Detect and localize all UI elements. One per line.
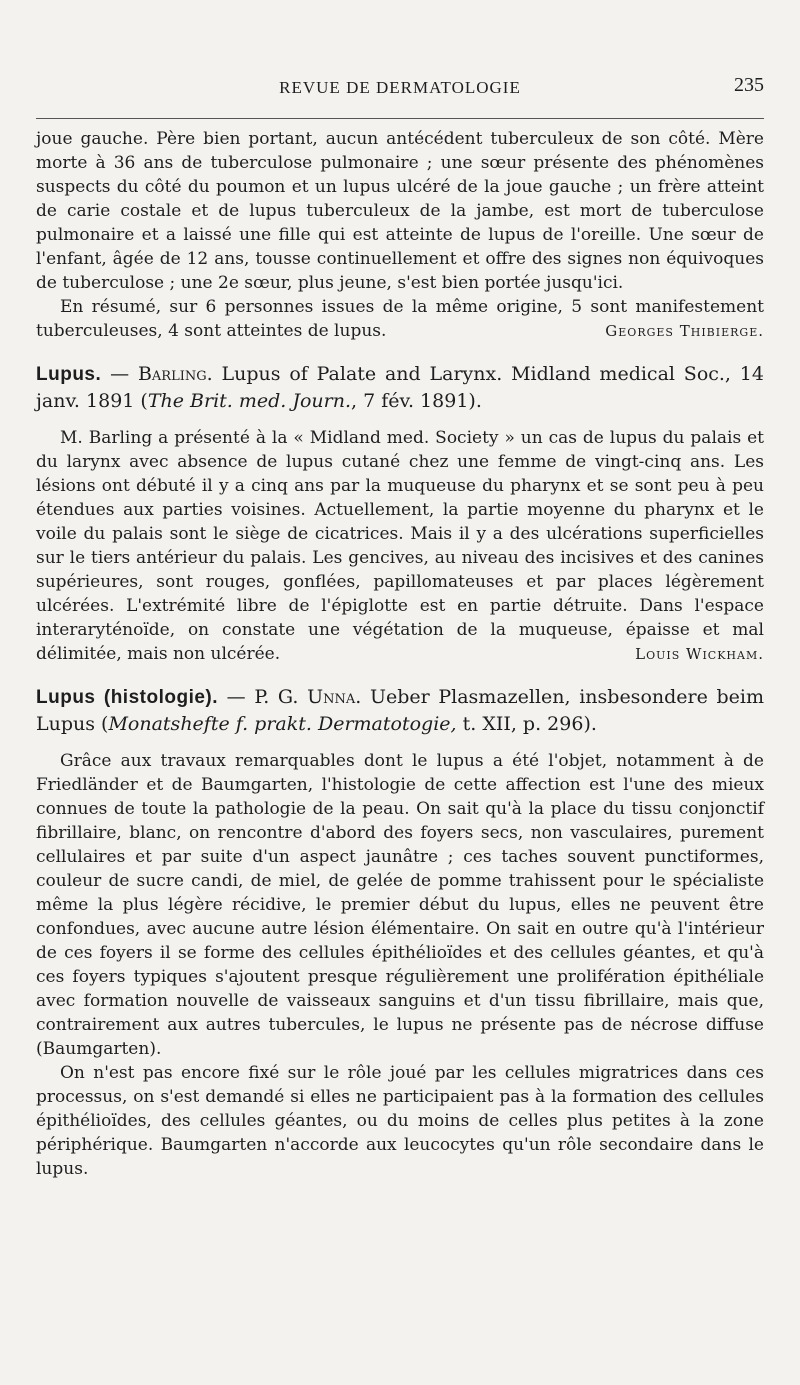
entry-author-prefix: — P. G. [218,686,308,708]
signature-wickham: Louis Wickham. [635,645,764,663]
entry-body-text: M. Barling a présenté à la « Midland med. Society » un cas de lupus du palais et du larynx avec absence de lupus cutané chez une femme de vingt-cinq ans. Les lésions ont débuté il y a cinq ans par la muqueuse du pharynx et se sont peu à peu étendues aux parties voisines. Actuellement, la partie moyenne du pharynx et le voile du palais sont le siège de cicatrices. Mais il y a des ulcérations superficielles sur le tiers antérieur du palais. Les gencives, au niveau des incisives et des canines supérieures, sont rouges, gonflées, papillomateuses et par places légèrement ulcérées. L'extrémité libre de l'épiglotte est en partie détruite. Dans l'espace interaryténoïde, on constate une végétation de la muqueuse, épaisse et mal délimitée, mais non ulcérée. [36,428,764,664]
running-header [36,72,764,112]
entry-title-palate-larynx: Lupus. — Barling. Lupus of Palate and Larynx. Midland medical Soc., 14 janv. 1891 (The Brit. med. Journ., 7 fév. 1891). [36,363,764,412]
journal-title: REVUE DE DERMATOLOGIE [279,78,521,97]
entry-body-histologie-1: Grâce aux travaux remarquables dont le lupus a été l'objet, notamment à de Friedländer et de Baumgarten, l'histologie de cette affection est l'une des mieux connues de toute la pathologie de la peau. On sait qu'à la place du tissu conjonctif fibrillaire, blanc, on rencontre d'abord des foyers secs, non vasculaires, purement cellulaires et par suite d'un aspect jaunâtre ; ces taches souvent punctiformes, couleur de sucre candi, de miel, de gelée de pomme trahissent pour le spécialiste même la plus légère récidive, le premier début du lupus, elles ne peuvent être confondues, avec aucune autre lésion élémentaire. On sait en outre qu'à l'intérieur de ces foyers il se forme des cellules épithélioïdes et des cellules géantes, et qu'à ces foyers typiques s'ajoutent presque régulièrement une prolifération épithéliale avec formation nouvelle de vaisseaux sanguins et d'un tissu fibrillaire, mais que, contrairement aux autres tubercules, le lupus ne présente pas de nécrose diffuse (Baumgarten). [36,751,764,1059]
intro-paragraph: joue gauche. Père bien portant, aucun antécédent tuberculeux de son côté. Mère morte à 36 ans de tuberculose pulmonaire ; une sœur présente des phénomènes suspects du côté du poumon et un lupus ulcéré de la joue gauche ; un frère atteint de carie costale et de lupus tuberculeux de la jambe, est mort de tuberculose pulmonaire et a laissé une fille qui est atteinte de lupus de l'oreille. Une sœur de l'enfant, âgée de 12 ans, tousse continuellement et offre des signes non équivoques de tuberculose ; une 2e sœur, plus jeune, s'est bien portée jusqu'ici. [36,129,764,293]
entry-citation-end: , 7 fév. 1891). [351,390,482,412]
page-number: 235 [734,74,764,96]
entry-body-histologie-2: On n'est pas encore fixé sur le rôle joué par les cellules migratrices dans ces processus, on s'est demandé si elles ne participaient pas à la formation des cellules épithélioïdes, des cellules géantes, ou du moins de celles plus petites à la zone périphérique. Baumgarten n'accorde aux leucocytes qu'un rôle secondaire dans le lupus. [36,1063,764,1179]
intro-summary [36,295,764,343]
summary-text: En résumé, sur 6 personnes issues de la même origine, 5 sont manifestement tuberculeuses, 4 sont atteintes de lupus. [36,297,764,341]
entry-citation: Ueber Plasmazellen, insbesondere beim Lupus ( [36,686,764,735]
entry-citation: Lupus of Palate and Larynx. Midland medical Soc., 14 janv. 1891 ( [36,363,764,412]
journal-page [36,72,764,1181]
entry-body-palate-larynx [36,426,764,666]
entry-author: Unna. [307,686,362,708]
entry-author: Barling. [137,363,213,385]
entry-journal: Monatshefte f. prakt. Dermatotogie, [108,713,457,735]
header-rule [36,118,764,119]
entry-title-histologie [36,684,764,737]
entry-citation-end: t. XII, p. 296). [456,713,597,735]
signature-thibierge: Georges Thibierge. [605,322,764,340]
entry-keyword: Lupus (histologie). [36,687,219,708]
entry-keyword: Lupus. [36,364,102,385]
entry-journal: The Brit. med. Journ. [147,390,352,412]
